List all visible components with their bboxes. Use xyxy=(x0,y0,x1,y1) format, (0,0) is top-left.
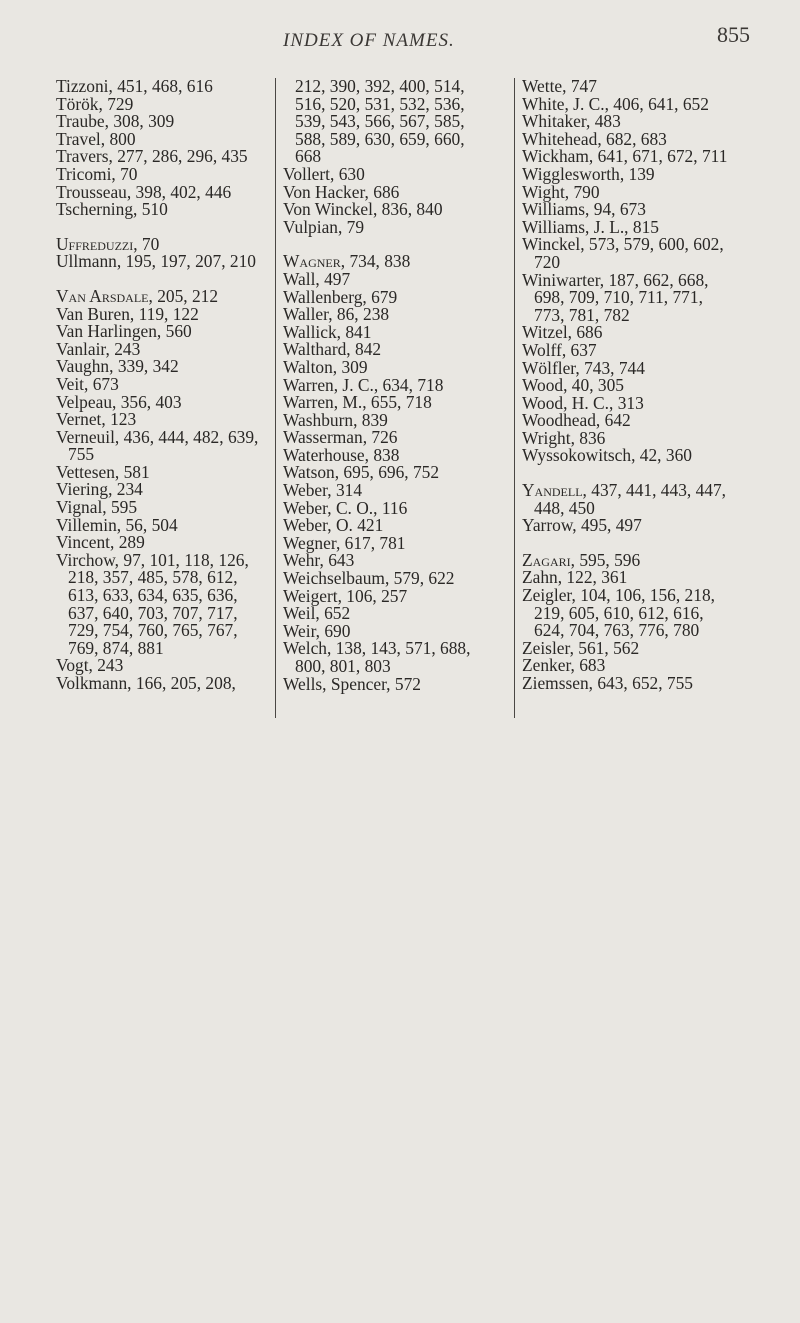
index-entry xyxy=(56,373,268,394)
index-column-3 xyxy=(514,78,784,718)
index-entry xyxy=(56,426,268,465)
entry-heading-line: Volkmann, 166, 205, 208, xyxy=(56,673,236,693)
entry-heading-line: Wallenberg, 679 xyxy=(283,286,398,307)
entry-heading-line: Vollert, 630 xyxy=(283,163,365,184)
index-entry xyxy=(56,675,268,693)
entry-heading-line: Warren, J. C., 634, 718 xyxy=(283,374,444,395)
entry-heading-line: Zeigler, 104, 106, 156, 218, xyxy=(522,585,715,606)
entry-heading-line: Ziemssen, 643, 652, 755 xyxy=(522,673,693,693)
entry-continuation-line: 720 xyxy=(534,251,561,272)
entry-heading-line: Wyssokowitsch, 42, 360 xyxy=(522,445,692,466)
entry-heading-line: Vulpian, 79 xyxy=(283,216,365,237)
index-entry xyxy=(56,163,268,184)
entry-heading-line: Zahn, 122, 361 xyxy=(522,567,628,588)
entry-heading-line: Weigert, 106, 257 xyxy=(283,585,408,606)
entry-heading-line: Weber, 314 xyxy=(283,480,363,501)
entry-heading-line: Walthard, 842 xyxy=(283,339,382,360)
entry-heading-line: Zeisler, 561, 562 xyxy=(522,637,640,658)
entry-heading-line: Zenker, 683 xyxy=(522,655,606,676)
entry-continuation-line: 773, 781, 782 xyxy=(534,304,630,325)
entry-heading-line: Weil, 652 xyxy=(283,603,351,624)
entry-heading-line: Whitehead, 682, 683 xyxy=(522,128,667,149)
index-entry xyxy=(522,517,784,535)
entry-heading-line: Viering, 234 xyxy=(56,479,143,500)
index-entry xyxy=(283,163,515,184)
entry-continuation-line: 218, 357, 485, 578, 612, xyxy=(68,567,238,588)
entry-heading-line: Warren, M., 655, 718 xyxy=(283,392,432,413)
index-entry xyxy=(283,570,515,588)
entry-heading-line: Wright, 836 xyxy=(522,427,606,448)
index-entry xyxy=(522,236,784,271)
index-entry xyxy=(283,216,515,237)
entry-heading-line: 212, 390, 392, 400, 514, xyxy=(295,76,465,96)
entry-heading-line: Travers, 277, 286, 296, 435 xyxy=(56,146,248,167)
entry-heading-line: Van Buren, 119, 122 xyxy=(56,303,199,324)
entry-heading-line: Watson, 695, 696, 752 xyxy=(283,462,440,483)
index-entry xyxy=(522,339,784,360)
index-entry xyxy=(522,482,784,517)
entry-heading-line: Wehr, 643 xyxy=(283,550,355,571)
index-entry xyxy=(283,268,515,289)
entry-heading-line: Wickham, 641, 671, 672, 711 xyxy=(522,146,728,167)
entry-heading-line: Veit, 673 xyxy=(56,373,119,394)
entry-continuation-line: 219, 605, 610, 612, 616, xyxy=(534,602,704,623)
entry-continuation-line: 668 xyxy=(295,146,322,167)
entry-heading-line: Zagari, 595, 596 xyxy=(522,549,641,570)
entry-heading-line: Tscherning, 510 xyxy=(56,199,168,220)
entry-heading-line: Wood, H. C., 313 xyxy=(522,392,644,413)
entry-heading-line: Van Harlingen, 560 xyxy=(56,321,192,342)
entry-continuation-line: 516, 520, 531, 532, 536, xyxy=(295,93,465,114)
entry-heading-line: Wood, 40, 305 xyxy=(522,375,624,396)
entry-continuation-line: 613, 633, 634, 635, 636, xyxy=(68,585,238,606)
entry-heading-line: Weber, C. O., 116 xyxy=(283,497,408,518)
entry-heading-line: Walton, 309 xyxy=(283,356,368,377)
page-number: 855 xyxy=(717,22,750,47)
entry-heading-line: Trousseau, 398, 402, 446 xyxy=(56,181,232,202)
entry-heading-line: Vogt, 243 xyxy=(56,655,124,676)
entry-heading-line: Williams, J. L., 815 xyxy=(522,216,659,237)
entry-heading-line: Whitaker, 483 xyxy=(522,111,621,132)
entry-continuation-line: 769, 874, 881 xyxy=(68,637,164,658)
entry-heading-line: Witzel, 686 xyxy=(522,322,603,343)
index-entry xyxy=(283,640,515,675)
entry-heading-line: Wells, Spencer, 572 xyxy=(283,673,421,694)
entry-continuation-line: 539, 543, 566, 567, 585, xyxy=(295,111,465,132)
entry-heading-line: Von Winckel, 836, 840 xyxy=(283,199,443,220)
entry-heading-line: White, J. C., 406, 641, 652 xyxy=(522,93,709,114)
entry-heading-line: Török, 729 xyxy=(56,93,134,114)
entry-continuation-line: 698, 709, 710, 711, 771, xyxy=(534,287,703,308)
index-entry xyxy=(522,447,784,465)
index-entry xyxy=(522,269,784,325)
entry-heading-line: Wallick, 841 xyxy=(283,321,372,342)
entry-continuation-line: 624, 704, 763, 776, 780 xyxy=(534,620,700,641)
index-entry xyxy=(283,78,515,166)
index-entry xyxy=(56,285,268,306)
entry-heading-line: Vincent, 289 xyxy=(56,532,145,553)
entry-heading-line: Vettesen, 581 xyxy=(56,461,150,482)
entry-heading-line: Tricomi, 70 xyxy=(56,163,138,184)
entry-heading-line: Ullmann, 195, 197, 207, 210 xyxy=(56,251,256,272)
entry-continuation-line: 800, 801, 803 xyxy=(295,656,391,676)
entry-heading-line: Wight, 790 xyxy=(522,181,600,202)
entry-heading-line: Wigglesworth, 139 xyxy=(522,163,655,184)
entry-heading-line: Vaughn, 339, 342 xyxy=(56,356,179,377)
entry-heading-line: Wegner, 617, 781 xyxy=(283,532,406,553)
entry-heading-line: Tizzoni, 451, 468, 616 xyxy=(56,76,213,96)
entry-heading-line: Vignal, 595 xyxy=(56,497,138,518)
index-entry xyxy=(522,78,784,96)
entry-continuation-line: 755 xyxy=(68,444,95,465)
index-entry xyxy=(522,675,784,693)
index-entry xyxy=(522,163,784,184)
entry-heading-line: Villemin, 56, 504 xyxy=(56,514,178,535)
entry-heading-line: Wasserman, 726 xyxy=(283,427,398,448)
index-column-1 xyxy=(56,78,268,693)
entry-heading-line: Winckel, 573, 579, 600, 602, xyxy=(522,234,724,255)
index-entry xyxy=(283,673,515,694)
entry-heading-line: Velpeau, 356, 403 xyxy=(56,391,182,412)
entry-heading-line: Washburn, 839 xyxy=(283,409,388,430)
entry-heading-line: Wölfler, 743, 744 xyxy=(522,357,645,378)
index-entry xyxy=(56,253,268,271)
entry-heading-line: Wette, 747 xyxy=(522,76,597,96)
entry-heading-line: Woodhead, 642 xyxy=(522,410,631,431)
entry-heading-line: Waller, 86, 238 xyxy=(283,304,390,325)
entry-heading-line: Uffreduzzi, 70 xyxy=(56,233,160,254)
entry-heading-line: Van Arsdale, 205, 212 xyxy=(56,285,219,306)
entry-heading-line: Traube, 308, 309 xyxy=(56,111,175,132)
index-column-2 xyxy=(275,78,515,718)
index-entry xyxy=(56,78,268,96)
page-title: INDEX OF NAMES. xyxy=(283,30,455,51)
entry-heading-line: Wolff, 637 xyxy=(522,339,597,360)
entry-heading-line: Winiwarter, 187, 662, 668, xyxy=(522,269,709,290)
entry-continuation-line: 729, 754, 760, 765, 767, xyxy=(68,620,238,641)
entry-continuation-line: 588, 589, 630, 659, 660, xyxy=(295,128,465,149)
index-entry xyxy=(56,549,268,658)
entry-heading-line: Weir, 690 xyxy=(283,620,351,641)
entry-heading-line: Weber, O. 421 xyxy=(283,515,384,536)
entry-heading-line: Wagner, 734, 838 xyxy=(283,251,411,272)
entry-heading-line: Waterhouse, 838 xyxy=(283,444,400,465)
entry-heading-line: Yandell, 437, 441, 443, 447, xyxy=(522,480,727,501)
entry-heading-line: Welch, 138, 143, 571, 688, xyxy=(283,638,471,659)
entry-heading-line: Williams, 94, 673 xyxy=(522,199,646,220)
index-entry xyxy=(522,587,784,640)
entry-continuation-line: 637, 640, 703, 707, 717, xyxy=(68,602,238,623)
entry-heading-line: Vernet, 123 xyxy=(56,409,137,430)
index-entry xyxy=(283,356,515,377)
entry-heading-line: Yarrow, 495, 497 xyxy=(522,515,642,536)
entry-heading-line: Von Hacker, 686 xyxy=(283,181,400,202)
entry-heading-line: Vanlair, 243 xyxy=(56,338,141,359)
entry-heading-line: Weichselbaum, 579, 622 xyxy=(283,568,455,589)
entry-continuation-line: 448, 450 xyxy=(534,497,595,518)
entry-heading-line: Wall, 497 xyxy=(283,268,351,289)
entry-heading-line: Travel, 800 xyxy=(56,128,136,149)
entry-heading-line: Virchow, 97, 101, 118, 126, xyxy=(56,549,249,570)
index-entry xyxy=(56,201,268,219)
entry-heading-line: Verneuil, 436, 444, 482, 639, xyxy=(56,426,259,447)
